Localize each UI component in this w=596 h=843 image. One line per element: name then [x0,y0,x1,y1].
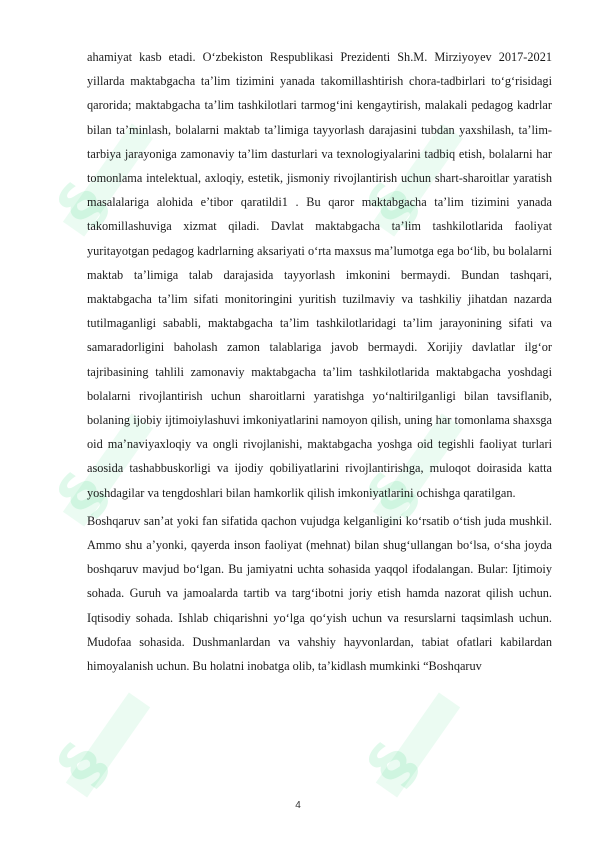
paragraph: Boshqaruv san’at yoki fan sifatida qachon vujudga kelganligini ko‘rsatib o‘tish juda mushkil. Ammo shu a’yonki, qayerda inson faoliyat (mehnat) bilan shug‘ullangan bo‘lsa, o‘sha joyda boshqaruv mavjud bo‘lgan. Bu jamiyatni uchta sohasida yaqqol ifodalangan. Bular: Ijtimoiy sohada. Guruh va jamoalarda tartib va targ‘ibotni joriy etish hamda nazorat qilish uchun. Iqtisodiy sohada. Ishlab chiqarishni yo‘lga qo‘yish uchun va resurslarni taqsimlash uchun. Mudofaa sohasida. Dushmanlardan va vahshiy hayvonlardan, tabiat ofatlari kabilardan himoyalanish uchun. Bu holatni inobatga olib, ta’kidlash mumkinki “Boshqaruv [87,513,552,674]
body-text [87,45,552,678]
watermark-glyph: § [353,170,432,239]
watermark-glyph: § [43,170,122,239]
watermark-glyph: § [353,460,432,529]
watermark-glyph: § [353,730,432,799]
watermark-glyph: § [43,460,122,529]
watermark-stripe [376,692,460,797]
paragraph: ahamiyat kasb etadi. O‘zbekiston Respublikasi Prezidenti Sh.M. Mirziyoyev 2017-2021 yillarda maktabgacha ta’lim tizimini yanada takomillashtirish chora-tadbirlari to‘g‘risidagi qarorida; maktabgacha ta’lim tashkilotlari tarmog‘ini kengaytirish, malakali pedagog kadrlar bilan ta’minlash, bolalarni maktab ta’limiga tayyorlash darajasini tubdan yaxshilash, ta’lim-tarbiya jarayoniga zamonaviy ta’lim dasturlari va texnologiyalarini tadbiq etish, bolalarni har tomonlama intelektual, axloqiy, estetik, jismoniy rivojlantirish uchun shart-sharoitlar yaratish masalalariga alohida e’tibor qaratildi1 . Bu qaror maktabgacha ta’lim tizimini yanada takomillashuviga xizmat qiladi. Davlat maktabgacha ta’lim tashkilotlarida faoliyat yuritayotgan pedagog kadrlarning aksariyati o‘rta maxsus ma’lumotga ega bo‘lib, bu bolalarni maktab ta’limiga talab darajasida tayyorlash imkonini bermaydi. Bundan tashqari, maktabgacha ta’lim sifati monitoringini yuritish tuzilmaviy va tashkiliy jihatdan nazarda tutilmaganligi sababli, maktabgacha ta’lim tashkilotlaridagi ta’lim jarayonining sifati va samaradorligini baholash zamon talablariga javob bermaydi. Xorijiy davlatlar ilg‘or tajribasining tahlili zamonaviy maktabgacha ta’lim tashkilotlarida maktabgacha yoshdagi bolalarni rivojlantirish uchun sharoitlarni yaratishga yo‘naltirilganligi bilan tavsiflanib, bolaning ijobiy ijtimoiylashuvi imkoniyatlarini namoyon qilish, uning har tomonlama shaxsga oid ma’naviyaxloqiy va ongli rivojlanishi, maktabgacha yoshga oid tegishli faoliyat turlari asosida tashabbuskorligi va ijodiy qobiliyatlarini rivojlantirishga, muloqot doirasida katta yoshdagilar va tengdoshlari bilan hamkorlik qilish imkoniyatlarini ochishga qaratilgan. [87,50,552,500]
watermark-glyph: § [43,730,122,799]
page-number: 4 [295,800,301,811]
watermark-stripe [66,692,150,797]
